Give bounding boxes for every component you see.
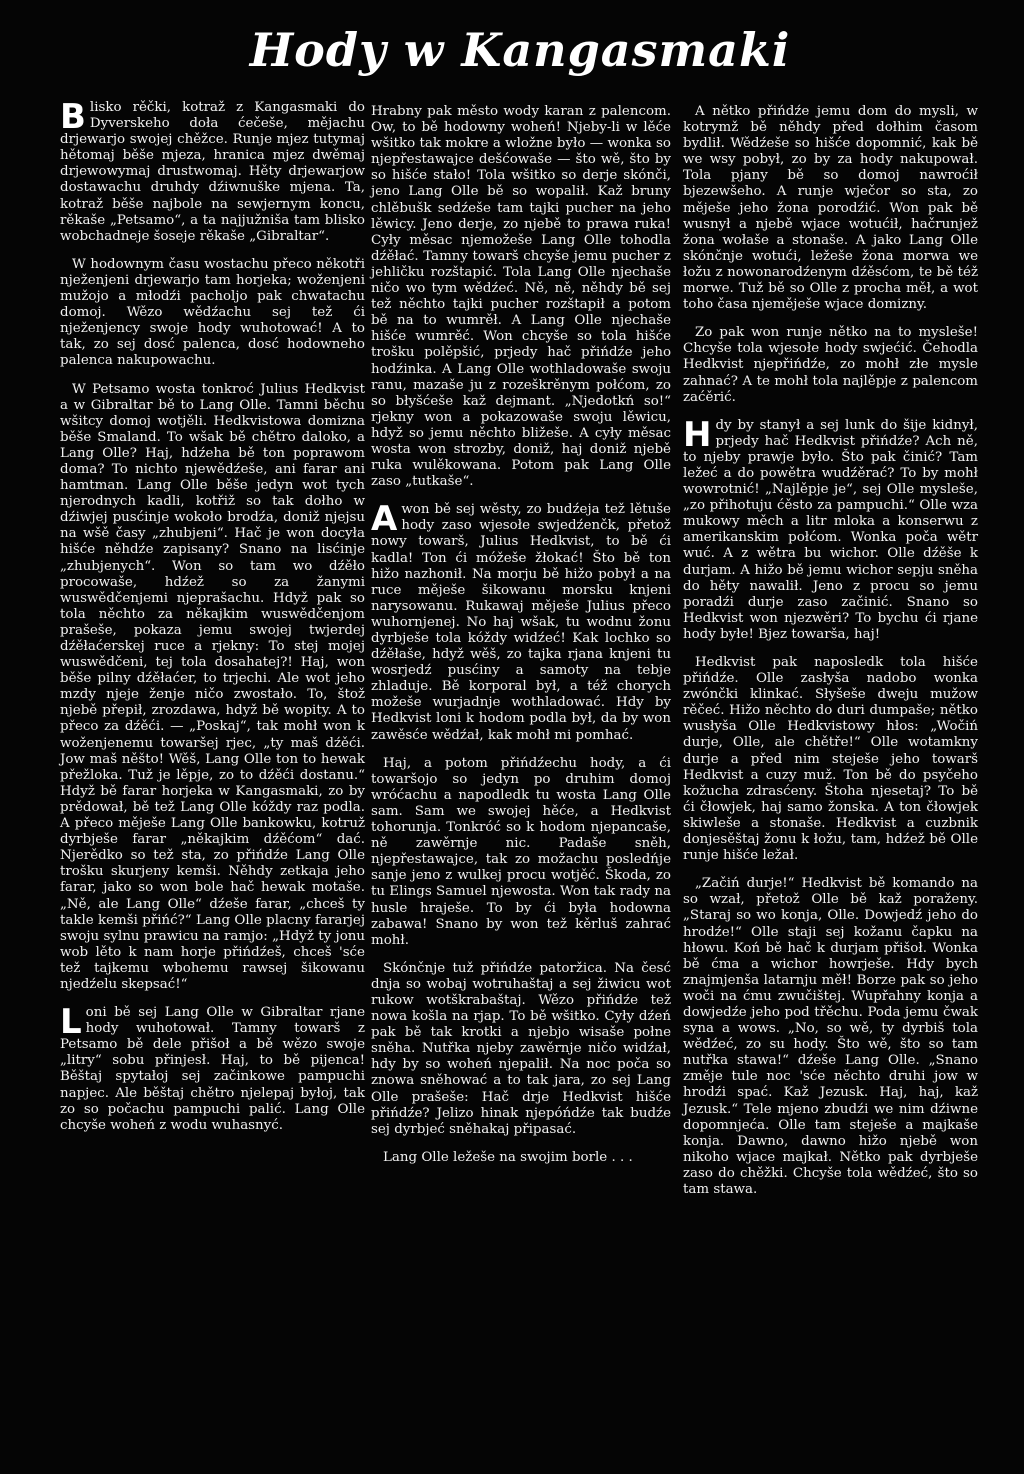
paragraph: Skónčnje tuž přińdźe patoržica. Na česć dnja so wobaj wotruhaštaj a sej žiwicu wot rukow wotškrabaštaj. Wězo přińdźe tež nowa košla na rjap. To bě wšitko. Cyły dźeń pak bě tak krotki a njebjo wisaše połne sněha. Nutřka njeby zawěrnje ničo widźał, hdy by so woheń njepalił. Na noc poča so znowa sněhować a to tak jara, zo sej Lang Olle prašeše: Hač drje Hedkvist hišće přińdźe? Jelizo hinak njepóńdźe tak budźe sej dyrbjeć sněhakaj připasać. xyxy=(371,960,671,1137)
paragraph: Lang Olle ležeše na swojim borle . . . xyxy=(383,1149,633,1165)
page-title: Hody w Kangasmaki xyxy=(249,23,791,77)
paragraph-text: dy by stanył a sej lunk do šije kidnył, prjedy hač Hedkvist přińdźe? Ach ně, to njeby prawje było. Što pak činić? Tam ležeć a do powětra wudźěrać? To by mohł wowrotnić! „Najlěpje je“, sej Olle myslеše, „zo přihotuju ćěsto za pampuchi.“ Olle wza mukowy měch a litr mloka a konserwu z amerikanskim połćom. Wonka poča wětr wuć. A z wětra bu wichor. Olle dźěše k durjam. A hižo bě jemu wichor sepju sněha do hěty nawalił. Jeno z procu so jemu poradźi durje zaso začinić. Snano so Hedkvist won njezwěri? To bychu ći rjane hody byłe! Bjez towarša, haj! xyxy=(683,417,978,642)
paragraph: W Petsamo wosta tonkroć Julius Hedkvist a w Gibraltar bě to Lang Olle. Tamni běchu wšitcy domoj wotjěli. Hedkvistowa domizna běše Smaland. To wšak bě chětro daloko, a Lang Olle? Haj, hdźeha bě ton poprawom doma? To nichto njewědźeše, ani farar ani hamtman. Lang Olle běše jedyn wot tych njerodnych kadli, kotřiž so tak dołho w dźiwjej pusćinje wokoło brodźa, doniž njejsu na wšě časy „zhubjeni“. Hač je won docyła hišće něhdźe zapisany? Snano na lisćinje „zhubjenych“. Won so tam wo dźěło procowaše, hdźež so za žanymi wuswědčenjemi njeprašachu. Hdyž pak so tola něchto za někajkim wuswědčenjom prašeše, pokaza jemu swojej twjerdej dźěłaćerskej ruce a rjekny: To stej mojej wuswědčeni, tej tola dosahatej?! Haj, won běše pilny dźěłaćer, to trjechi. Ale wot jeho mzdy njeje ženje ničo zwostało. To, štož njebě přepił, zrozdawa, hdyž bě wopity. A to přeco za dźěći. — „Poskaj“, tak mohł won k woženjenemu towaršej rjec, „ty maš dźěći. Jow maš něšto! Wěš, Lang Olle ton to hewak přežloka. Tuž je lěpje, zo to dźěći dostanu.“ Hdyž bě farar horjeka w Kangasmaki, zo by prědował, bě tež Lang Olle kóždy raz podla. A přeco měješe Lang Olle bankowku, kotruž dyrbješe farar „někajkim dźěćom“ dać. Njerědko so tež sta, zo přińdźe Lang Olle trošku skurjeny kemši. Něhdy zetkaja jeho farar, jako so won bole hač hewak motaše. „Ně, ale Lang Olle“ dźeše farar, „chceš ty takle kemši přińć?“ Lang Olle placny fararjej swoju sylnu prawicu na ramjo: „Hdyž ty jonu wob lěto k nam horje přińdźeš, chceš 'sće tež tajkemu wbohemu rawsej šikowanu njedźelu skepsać!“ xyxy=(60,381,365,992)
paragraph: Hedkvist pak naposledk tola hišće přińdźe. Olle zasłyša nadobo wonka zwónčki klinkać. Słyšeše dweju mužow rěčeć. Hižo něchto do duri dumpaše; nětko wusłyša Olle Hedkvistowy hłos: „Wočiń durje, Olle, ale chětře!“ Olle wotamkny durje a před nim steješe jeho towarš Hedkvist a cuzy muž. Ton bě do psyčeho kožucha zdrasćeny. Štoha njesetaj? To bě ći čłowjek, haj samo žonska. A ton čłowjek skiwleše a stonaše. Hedkvist a cuzbnik donjesěštaj žonu k łožu, tam, hdźež bě Olle runje hišće ležał. xyxy=(683,655,978,864)
drop-cap: H xyxy=(683,414,712,455)
drop-cap: L xyxy=(60,1002,82,1043)
drop-cap: B xyxy=(60,97,86,137)
column-2 xyxy=(371,104,671,1178)
paragraph xyxy=(60,1002,365,1134)
paragraph: „Začiń durje!“ Hedkvist bě komando na so wzał, přetož Olle bě kaž poraženy. „Staraj so wo konja, Olle. Dowjedź jeho do hrodźe!“ Olle staji sej kožanu čapku na hłowu. Koń bě hač k durjam přišoł. Wonka bě ćma a wichor howrješe. Hdy bych znajmjenša latarnju měł! Borze pak so jeho woči na ćmu zwučištej. Wupřahny konja a dowjedźe jeho pod třěchu. Poda jemu čwak syna a wows. „No, so wě, ty dyrbiš tola wědźeć, zo su hody. Što wě, što so tam nutřka stawa!“ dźeše Lang Olle. „Snano změje tule noc 'sće něchto druhi jow w hrodźi spać. Kaž Jezusk. Haj, haj, kaž Jezusk.“ Tele mjeno zbudźi we nim dźiwne dopomnjeća. Olle tam steješe a majkaše konja. Dawno, dawno hižo njebě won nikoho wjace majkał. Nětko pak dyrbješe zaso do chěžki. Chcyše tola wědźeć, što so tam stawa. xyxy=(683,876,978,1197)
paragraph: Haj, a potom přińdźechu hody, a ći towaršojo so jedyn po druhim domoj wróćachu a napodledk tu wosta Lang Olle sam. Sam we swojej hěće, a Hedkvist tohorunja. Tonkróć so k hodom njepancaše, ně zawěrnje nic. Padaše sněh, njepřestawajce, tak zo možachu posledńje sanje jeno z wulkej procu wotjěć. Škoda, zo tu Elings Samuel njewosta. Won tak rady na husle hraješe. To by ći była hodowna zabawa! Snano by won tež kěrluš zahrać mohł. xyxy=(371,755,671,948)
drop-cap: A xyxy=(371,499,398,540)
paragraph xyxy=(371,499,671,743)
column-3 xyxy=(683,104,978,1210)
paragraph: A nětko přińdźe jemu dom do mysli, w kotrymž bě něhdy před dołhim časom bydlił. Wědźeše so hišće dopomnić, kak bě we wsy pobył, zo by za hody nakupował. Tola pjany bě so domoj nawroćił bjezewšeho. A runje wječor so sta, zo měješe jeho žona porodźić. Won pak bě wusnył a njebě wjace wotućił, hačrunjež žona wołaše a stonaše. A jako Lang Olle skónčnje wotući, ležeše žona morwa we łožu z nowonarodźenym dźěsćom, te bě též morwe. Tuž bě so Olle z procha měł, a wot toho časa njeměješe wjace domizny. xyxy=(683,104,978,313)
paragraph: Zo pak won runje nětko na to myslеše! Chcyše tola wjesołe hody swjećić. Čehodla Hedkvist njepřińdźe, zo mohł złe mysle zahnać? A te mohł tola najlěpje z palencom zaćěrić. xyxy=(683,325,978,405)
paragraph: Hrabny pak město wody karan z palencom. Ow, to bě hodowny woheń! Njeby-li w lěće wšitko tak mokre a wložne było — wonka so njepřestawajce dešćowaše — što wě, što by so hišće stało! Tola wšitko so derje skónči, jeno Lang Olle bě so wopalił. Kaž bruny chlěbušk sedźeše tam tajki pucher na jeho lěwicy. Jeno derje, zo njebě to prawa ruka! Cyły měsac njemožeše Lang Olle tohodla dźěłać. Tamny towarš chcyše jemu pucher z jehličku rozštapić. Tola Lang Olle njechaše ničo wo tym wědźeć. Ně, ně, něhdy bě sej tež něchto tajki pucher rozštapił a potom bě na to wumrěł. A Lang Olle njechaše hišće wumrěć. Won chcyše so tola hišće trošku polěpšić, prjedy hač přińdźe jeho hodźinka. A Lang Olle wothladowaše swoju ranu, mazaše ju z rozeškrěnym połćom, zo so błyšćeše kaž dejmant. „Njedotkń so!“ rjekny won a pokazowaše swoju lěwicu, hdyž so jemu něchto bližeše. A cyły měsac wosta won strozby, doniž, haj doniž njebě ruka wulěkowana. Potom pak Lang Olle zaso „tutkaše“. xyxy=(371,104,671,490)
paragraph-text: oni bě sej Lang Olle w Gibraltar rjane hody wuhotował. Tamny towarš z Petsamo bě dele přišoł a bě wězo swoje „litry“ sobu přinjesł. Haj, to bě pijenca! Běštaj spytałoj sej začinkowe pampuchi napjec. Ale běštaj chětro njelepaj byłoj, tak zo so počachu pampuchi palić. Lang Olle chcyše woheń z wodu wuhasnyć. xyxy=(60,1005,365,1133)
paragraph-text: won bě sej wěsty, zo budźeja tež lětuše hody zaso wjesołe swjedźenčk, přetož nowy towarš, Julius Hedkvist, to bě ći kadla! Ton ći móžeše žłokać! Što bě ton hižo nazhonił. Na morju bě hižo pobył a na ruce měješe šikowanu morsku knjeni narysowanu. Rukawaj měješe Julius přeco wuhornjenej. No haj wšak, tu wodnu žonu dyrbješe tola kóždy widźeć! Kak lochko so dźěłaše, hdyž wěš, zo tajka rjana knjeni tu wosrjedź pusćiny a samoty na tebje zhladuje. Bě korporal był, a též chorych možeše wurjadnje wothladować. Hdy by Hedkvist loni k hodom podla był, da by won zawěsće wědźał, kak mohł mi pomhać. xyxy=(371,502,671,743)
paragraph: W hodownym času wostachu přeco někotři nježenjeni drjewarjo tam horjeka; woženjeni mužojo a młodźi pacholjo pak chwatachu domoj. Wězo wědźachu sej tež ći nježenjency swoje hody wuhotować! A to tak, zo sej dosć palenca, dosć hodowneho palenca nakupowachu. xyxy=(60,256,365,369)
paragraph xyxy=(683,414,978,643)
column-1 xyxy=(60,97,365,1146)
paragraph xyxy=(60,97,365,245)
paragraph-text: lisko rěčki, kotraž z Kangasmaki do Dyverskeho doła ćečeše, mějachu drjewarjo swojej chěžce. Runje mjez tutymaj hětomaj běše mjeza, hranica mjez dwěmaj drjewowymaj drustwomaj. Hěty drjewarjow dostawachu druhdy dźiwnuške mjena. Ta, kotraž běše najbole na sewjernym koncu, rěkaše „Petsamo“, a ta najjužniša tam blisko wobchadneje šoseje rěkaše „Gibraltar“. xyxy=(60,100,365,244)
